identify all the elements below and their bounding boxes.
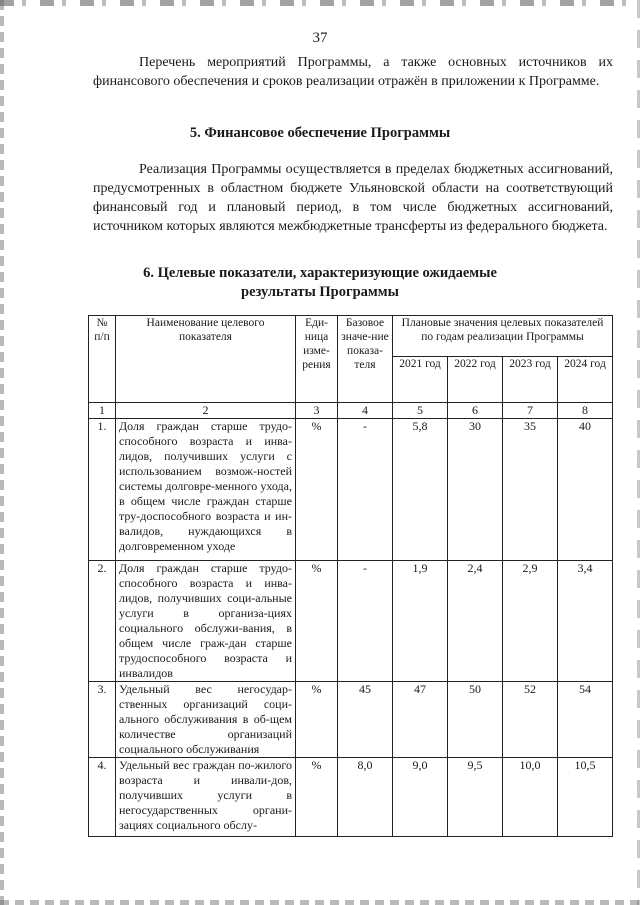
row-base: 45 <box>338 682 393 758</box>
column-number: 5 <box>393 403 448 419</box>
row-value-2021: 1,9 <box>393 561 448 682</box>
row-value-2022: 9,5 <box>448 758 503 837</box>
row-value-2023: 10,0 <box>503 758 558 837</box>
row-name: Доля граждан старше трудо-способного возраста и инва-лидов, получивших услуги с использованием возмож-ностей системы долговре-менного ухода, в общем числе граждан старше тру-доспособного возраста и ин-валидов, нуждающихся в долговременном уходе <box>116 419 296 561</box>
row-name: Удельный вес негосудар-ственных организаций соци-ального обслуживания в об-щем количестве организаций социального обслуживания <box>116 682 296 758</box>
header-planned: Плановые значения целевых показателей по годам реализации Программы <box>393 316 613 357</box>
column-number: 1 <box>89 403 116 419</box>
row-unit: % <box>296 758 338 837</box>
row-value-2022: 2,4 <box>448 561 503 682</box>
paragraph-2: Реализация Программы осуществляется в пределах бюджетных ассигнований, предусмотренных в областном бюджете Ульяновской области на соответствующий финансовый год и плановый период, в том числе бюджетных ассигнований, источником которых являются межбюджетные трансферты из федерального бюджета. <box>93 162 613 234</box>
section-6-title-line-2: результаты Программы <box>241 284 399 300</box>
header-name: Наименование целевого показателя <box>116 316 296 403</box>
section-5-title: 5. Финансовое обеспечение Программы <box>189 125 451 141</box>
row-value-2024: 54 <box>558 682 613 758</box>
row-unit: % <box>296 682 338 758</box>
row-value-2024: 40 <box>558 419 613 561</box>
header-year-2021: 2021 год <box>393 357 448 403</box>
row-base: 8,0 <box>338 758 393 837</box>
paragraph-1: Перечень мероприятий Программы, а также основных источников их финансового обеспечения и сроков реализации отражён в приложении к Программе. <box>93 55 613 89</box>
column-numbers-row <box>89 403 613 419</box>
section-6-title <box>0 264 640 302</box>
scan-edge-bottom <box>0 900 640 905</box>
table-row <box>89 758 613 837</box>
row-value-2022: 50 <box>448 682 503 758</box>
column-number: 8 <box>558 403 613 419</box>
table-row <box>89 682 613 758</box>
row-unit: % <box>296 419 338 561</box>
row-value-2021: 9,0 <box>393 758 448 837</box>
page-number: 37 <box>312 30 328 46</box>
column-number: 2 <box>116 403 296 419</box>
table-row <box>89 419 613 561</box>
row-value-2023: 2,9 <box>503 561 558 682</box>
table-header-row-1 <box>89 316 613 357</box>
row-base: - <box>338 419 393 561</box>
row-value-2022: 30 <box>448 419 503 561</box>
row-value-2023: 52 <box>503 682 558 758</box>
row-unit: % <box>296 561 338 682</box>
row-num: 3. <box>89 682 116 758</box>
row-base: - <box>338 561 393 682</box>
row-name: Удельный вес граждан по-жилого возраста и инвали-дов, получивших услуги в негосударственных органи-зациях социального обслу- <box>116 758 296 837</box>
row-name: Доля граждан старше трудо-способного возраста и инва-лидов, получивших соци-альные услуги в организа-циях социального обслужи-вания, в общем числе граж-дан старше трудоспособного возраста и инвалидов <box>116 561 296 682</box>
header-year-2022: 2022 год <box>448 357 503 403</box>
row-value-2024: 10,5 <box>558 758 613 837</box>
column-number: 3 <box>296 403 338 419</box>
column-number: 6 <box>448 403 503 419</box>
row-value-2021: 47 <box>393 682 448 758</box>
section-6-title-line-1: 6. Целевые показатели, характеризующие ожидаемые <box>143 265 497 281</box>
indicators-table <box>88 315 613 837</box>
row-value-2023: 35 <box>503 419 558 561</box>
header-num: № п/п <box>89 316 116 403</box>
header-unit: Еди-ница изме-рения <box>296 316 338 403</box>
row-value-2024: 3,4 <box>558 561 613 682</box>
table-row <box>89 561 613 682</box>
row-num: 4. <box>89 758 116 837</box>
row-num: 1. <box>89 419 116 561</box>
scan-edge-top <box>0 0 640 6</box>
column-number: 4 <box>338 403 393 419</box>
row-value-2021: 5,8 <box>393 419 448 561</box>
header-year-2024: 2024 год <box>558 357 613 403</box>
header-base: Базовое значе-ние показа-теля <box>338 316 393 403</box>
column-number: 7 <box>503 403 558 419</box>
row-num: 2. <box>89 561 116 682</box>
header-year-2023: 2023 год <box>503 357 558 403</box>
